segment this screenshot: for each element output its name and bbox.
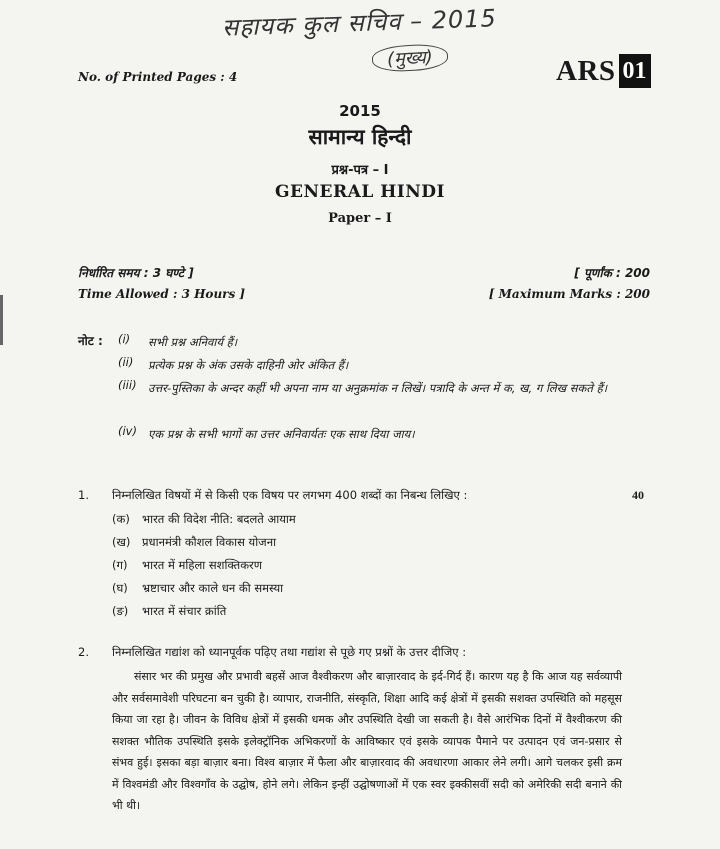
note-text: उत्तर-पुस्तिका के अन्दर कहीं भी अपना नाम या अनुक्रमांक न लिखें। पत्रादि के अन्त में क, ख, ग लिख सकते हैं। [148, 381, 608, 395]
notes-label: नोट : [78, 334, 103, 348]
title-hindi: सामान्य हिन्दी [308, 125, 412, 149]
note-item [118, 378, 658, 399]
note-number: (iii) [118, 378, 137, 392]
max-marks-english: [ Maximum Marks : 200 [488, 287, 650, 301]
handwritten-annotation: सहायक कुल सचिव – 2015 [221, 4, 498, 42]
passage-text: संसार भर की प्रमुख और प्रभावी बहसें आज वैश्वीकरण और बाज़ारवाद के इर्द-गिर्द हैं। कारण यह है कि आज यह सर्वव्यापी और सर्वसमावेशी परिघटना बन चुकी है। व्यापार, राजनीति, संस्कृति, शिक्षा आदि कई क्षेत्रों में इसकी सशक्त उपस्थिति को महसूस किया जा रहा है। जीवन के विविध क्षेत्रों में इसकी धमक और उपस्थिति देखी जा सकती है। वैसे आरंभिक दिनों में वैश्वीकरण की सशक्त भौतिक उपस्थिति इसके इलेक्ट्रॉनिक अभिकरणों के आविष्कार एवं इसके व्यापक पैमाने पर उत्पादन एवं जन-प्रसार से संभव हुई। इसका बड़ा बाज़ार बना। विश्व बाज़ार में फैला और बाज़ारवाद की अवधारणा आकार लेने लगी। आगे चलकर इसी क्रम में विश्वमंडी और विश्वगाँव के उद्घोष, होने लगे। लेकिन इन्हीं उद्घोषणाओं में एक स्वर इक्कीसवीं सदी को अमेरिकी सदी बनाने की भी थी। [112, 670, 622, 812]
option-label: (ग) [112, 558, 128, 572]
option-text: प्रधानमंत्री कौशल विकास योजना [142, 535, 277, 549]
paper-code [556, 54, 651, 88]
printed-pages-count: No. of Printed Pages : 4 [78, 70, 238, 84]
option-label: (ख) [112, 535, 131, 549]
paper-code-number: 01 [619, 54, 651, 88]
time-marks-row-hindi [78, 264, 650, 281]
exam-year: 2015 [339, 102, 381, 120]
question-number: 2. [78, 645, 89, 659]
time-marks-row-english [78, 287, 650, 301]
option-text: भारत में संचार क्रांति [142, 604, 227, 618]
paper-label-hindi: प्रश्न-पत्र – I [331, 163, 389, 178]
title-english: GENERAL HINDI [275, 182, 445, 202]
essay-option [112, 535, 276, 550]
max-marks-hindi: [ पूर्णांक : 200 [574, 266, 650, 280]
question-text: निम्नलिखित गद्यांश को ध्यानपूर्वक पढ़िए तथा गद्यांश से पूछे गए प्रश्नों के उत्तर दीजिए : [112, 645, 467, 659]
note-text: एक प्रश्न के सभी भागों का उत्तर अनिवार्यतः एक साथ दिया जाय। [148, 427, 415, 441]
note-item [118, 355, 658, 376]
paper-label-english: Paper – I [328, 211, 392, 226]
essay-option [112, 558, 262, 573]
question-2 [78, 645, 650, 665]
option-label: (घ) [112, 581, 128, 595]
question-text: निम्नलिखित विषयों में से किसी एक विषय पर लगभग 400 शब्दों का निबन्ध लिखिए : [112, 488, 468, 502]
note-item [118, 424, 658, 445]
note-number: (ii) [118, 355, 134, 369]
note-number: (i) [118, 332, 131, 346]
essay-option [112, 604, 226, 619]
option-text: भारत की विदेश नीति: बदलते आयाम [142, 512, 296, 526]
note-text: प्रत्येक प्रश्न के अंक उसके दाहिनी ओर अंकित हैं। [148, 358, 349, 372]
option-text: भारत में महिला सशक्तिकरण [142, 558, 263, 572]
margin-mark [0, 295, 3, 345]
handwritten-circled-note: (मुख्य) [371, 43, 448, 73]
question-1 [78, 488, 650, 628]
note-item [118, 332, 658, 353]
note-number: (iv) [118, 424, 137, 438]
essay-option [112, 581, 283, 596]
paper-code-prefix: ARS [556, 55, 616, 87]
option-label: (ङ) [112, 604, 129, 618]
question-number: 1. [78, 488, 89, 502]
note-text: सभी प्रश्न अनिवार्य हैं। [148, 335, 238, 349]
option-label: (क) [112, 512, 130, 526]
question-marks: 40 [632, 488, 644, 502]
time-allowed-hindi: निर्धारित समय : 3 घण्टे ] [78, 266, 194, 280]
essay-option [112, 512, 296, 527]
time-allowed-english: Time Allowed : 3 Hours ] [78, 287, 246, 301]
option-text: भ्रष्टाचार और काले धन की समस्या [142, 581, 284, 595]
